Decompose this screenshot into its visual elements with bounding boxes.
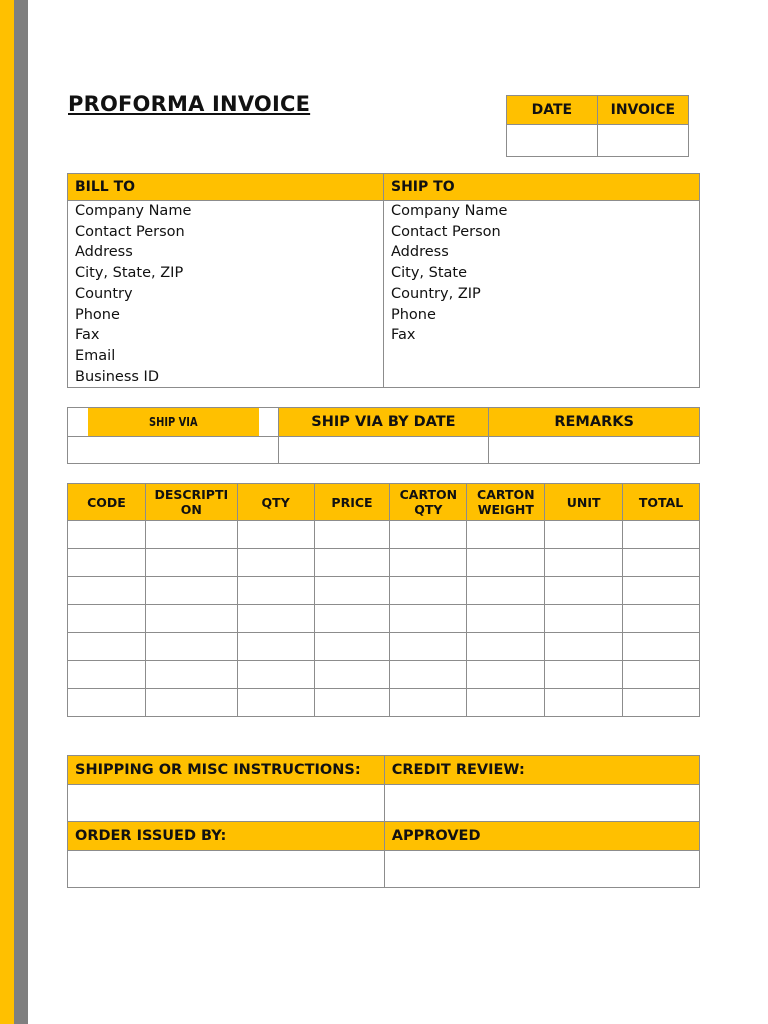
item-cell[interactable] (314, 521, 390, 549)
item-cell[interactable] (545, 549, 623, 577)
item-cell[interactable] (237, 549, 314, 577)
item-cell[interactable] (467, 549, 545, 577)
item-cell[interactable] (467, 633, 545, 661)
bill_to-line: Phone (75, 306, 120, 323)
item-cell[interactable] (145, 577, 237, 605)
ship_to-line: Fax (391, 327, 416, 344)
table-row (68, 605, 700, 633)
bill_to-line: Country (75, 285, 133, 302)
order-issued-by-field[interactable] (68, 851, 385, 888)
items-table (67, 483, 700, 717)
item-cell[interactable] (390, 549, 467, 577)
item-cell[interactable] (467, 605, 545, 633)
item-cell[interactable] (545, 633, 623, 661)
item-cell[interactable] (68, 577, 146, 605)
item-cell[interactable] (545, 661, 623, 689)
item-cell[interactable] (237, 661, 314, 689)
item-cell[interactable] (145, 521, 237, 549)
ship_to-line: City, State (391, 265, 468, 282)
item-cell[interactable] (145, 661, 237, 689)
ship-via-header: SHIP VIA (86, 408, 259, 437)
items-column-header: TOTAL (623, 484, 700, 521)
table-row (68, 577, 700, 605)
bill_to-line: Business ID (75, 368, 159, 385)
item-cell[interactable] (314, 549, 390, 577)
item-cell[interactable] (68, 521, 146, 549)
ship-to-header: SHIP TO (384, 174, 700, 201)
item-cell[interactable] (314, 605, 390, 633)
ship_to-line: Country, ZIP (391, 285, 481, 302)
item-cell[interactable] (237, 521, 314, 549)
ship_to-line: Contact Person (391, 223, 501, 240)
item-cell[interactable] (237, 605, 314, 633)
ship_to-line: Phone (391, 306, 436, 323)
invoice-number-field[interactable] (597, 125, 688, 157)
credit-review-field[interactable] (384, 785, 699, 822)
items-column-header: CARTON WEIGHT (467, 484, 545, 521)
left-gray-stripe (14, 0, 28, 1024)
remarks-header: REMARKS (489, 408, 700, 437)
bill_to-line: Address (75, 244, 133, 261)
item-cell[interactable] (390, 633, 467, 661)
item-cell[interactable] (68, 661, 146, 689)
ship_to-line: Address (391, 244, 449, 261)
footer-table (67, 755, 700, 888)
item-cell[interactable] (145, 549, 237, 577)
items-column-header: UNIT (545, 484, 623, 521)
item-cell[interactable] (545, 605, 623, 633)
item-cell[interactable] (314, 689, 390, 717)
left-accent-stripe (0, 0, 14, 1024)
item-cell[interactable] (545, 521, 623, 549)
item-cell[interactable] (237, 633, 314, 661)
item-cell[interactable] (467, 577, 545, 605)
table-row (68, 549, 700, 577)
item-cell[interactable] (237, 689, 314, 717)
bill-ship-table (67, 173, 700, 388)
item-cell[interactable] (390, 521, 467, 549)
item-cell[interactable] (623, 521, 700, 549)
ship-via-field[interactable] (68, 437, 279, 464)
item-cell[interactable] (68, 549, 146, 577)
item-cell[interactable] (623, 633, 700, 661)
item-cell[interactable] (68, 633, 146, 661)
shipping-table (67, 407, 700, 464)
approved-header: APPROVED (384, 822, 699, 851)
items-column-header: DESCRIPTI ON (145, 484, 237, 521)
date-invoice-box (506, 95, 689, 157)
ship-via-by-date-field[interactable] (278, 437, 489, 464)
invoice-header: INVOICE (597, 96, 688, 125)
ship-via-by-date-header: SHIP VIA BY DATE (278, 408, 489, 437)
bill_to-line: Company Name (75, 203, 192, 219)
bill-to-details[interactable] (68, 201, 384, 388)
item-cell[interactable] (467, 521, 545, 549)
item-cell[interactable] (467, 661, 545, 689)
date-field[interactable] (507, 125, 598, 157)
date-header: DATE (507, 96, 598, 125)
item-cell[interactable] (314, 633, 390, 661)
items-column-header: QTY (237, 484, 314, 521)
item-cell[interactable] (145, 605, 237, 633)
table-row (68, 661, 700, 689)
item-cell[interactable] (68, 689, 146, 717)
item-cell[interactable] (623, 577, 700, 605)
remarks-field[interactable] (489, 437, 700, 464)
item-cell[interactable] (390, 605, 467, 633)
item-cell[interactable] (623, 605, 700, 633)
item-cell[interactable] (623, 689, 700, 717)
item-cell[interactable] (545, 689, 623, 717)
item-cell[interactable] (145, 633, 237, 661)
item-cell[interactable] (623, 661, 700, 689)
page-title: PROFORMA INVOICE (68, 92, 311, 116)
item-cell[interactable] (390, 661, 467, 689)
item-cell[interactable] (314, 661, 390, 689)
ship_to-line: Company Name (391, 203, 508, 219)
item-cell[interactable] (390, 577, 467, 605)
items-column-header: PRICE (314, 484, 390, 521)
table-row (68, 521, 700, 549)
item-cell[interactable] (314, 577, 390, 605)
bill_to-line: Email (75, 347, 116, 364)
approved-field[interactable] (384, 851, 699, 888)
item-cell[interactable] (237, 577, 314, 605)
table-row (68, 689, 700, 717)
item-cell[interactable] (545, 577, 623, 605)
items-column-header: CODE (68, 484, 146, 521)
bill-to-header: BILL TO (68, 174, 384, 201)
item-cell[interactable] (467, 689, 545, 717)
shipping-instructions-field[interactable] (68, 785, 385, 822)
shipping-instructions-header: SHIPPING OR MISC INSTRUCTIONS: (68, 756, 385, 785)
bill_to-line: City, State, ZIP (75, 265, 184, 282)
order-issued-by-header: ORDER ISSUED BY: (68, 822, 385, 851)
credit-review-header: CREDIT REVIEW: (384, 756, 699, 785)
item-cell[interactable] (68, 605, 146, 633)
bill_to-line: Contact Person (75, 223, 185, 240)
bill_to-line: Fax (75, 327, 100, 344)
items-column-header: CARTON QTY (390, 484, 467, 521)
item-cell[interactable] (390, 689, 467, 717)
item-cell[interactable] (145, 689, 237, 717)
item-cell[interactable] (623, 549, 700, 577)
table-row (68, 633, 700, 661)
ship-to-details[interactable] (384, 201, 700, 388)
